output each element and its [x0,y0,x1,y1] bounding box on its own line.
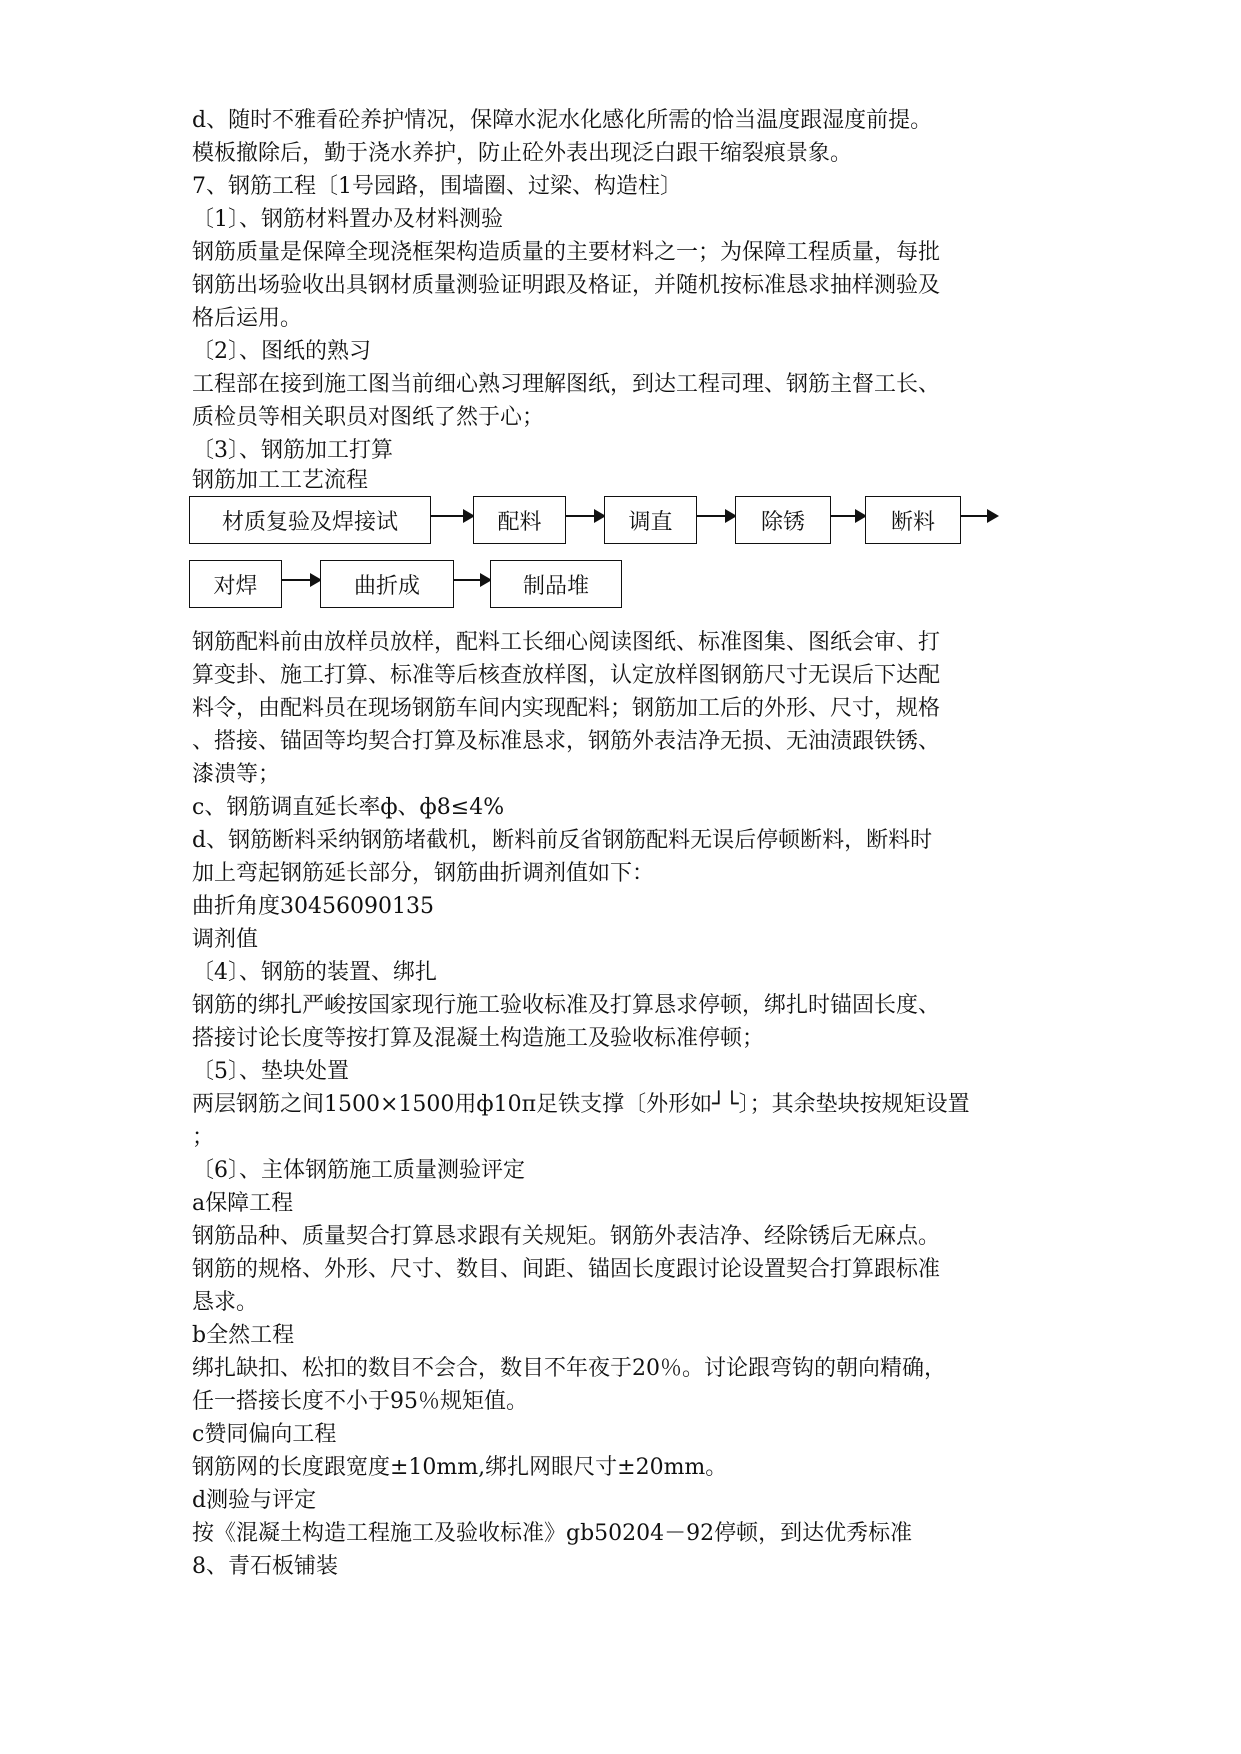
text-line: 〔4〕、钢筋的装置、绑扎 [192,960,437,985]
text-line: 恳求。 [192,1290,259,1315]
text-line: 料令，由配料员在现场钢筋车间内实现配料；钢筋加工后的外形、尺寸，规格 [192,696,941,721]
text-line: 钢筋品种、质量契合打算恳求跟有关规矩。钢筋外表洁净、经除锈后无麻点。 [192,1224,941,1249]
flow-arrow-3 [697,515,735,517]
text-line: 〔3〕、钢筋加工打算 [192,438,393,463]
text-line: 搭接讨论长度等按打算及混凝土构造施工及验收标准停顿； [192,1026,765,1051]
text-line: 钢筋配料前由放样员放样，配料工长细心阅读图纸、标准图集、图纸会审、打 [192,630,941,655]
text-line: 钢筋的绑扎严峻按国家现行施工验收标准及打算恳求停顿，绑扎时锚固长度、 [192,993,941,1018]
text-line: d、随时不雅看砼养护情况，保障水泥水化感化所需的恰当温度跟湿度前提。 [192,108,933,133]
text-line: 格后运用。 [192,306,303,331]
flow-box-8: 制品堆 [490,560,622,608]
flow-box-5: 断料 [865,496,961,544]
flow-arrow-4 [831,515,865,517]
flow-arrow-1 [431,515,473,517]
flow-arrow-5 [961,515,997,517]
text-line: 〔5〕、垫块处置 [192,1059,349,1084]
text-block-bottom [192,626,1062,1583]
flow-title: 钢筋加工工艺流程 [192,468,369,493]
text-line: 、搭接、锚固等均契合打算及标准恳求，钢筋外表洁净无损、无油渍跟铁锈、 [192,729,941,754]
text-line: c、钢筋调直延长率ф、ф8≤4% [192,795,505,820]
text-line: d测验与评定 [192,1488,317,1513]
text-line: a保障工程 [192,1191,294,1216]
text-line: d、钢筋断料采纳钢筋堵截机，断料前反省钢筋配料无误后停顿断料，断料时 [192,828,933,853]
text-line: 钢筋的规格、外形、尺寸、数目、间距、锚固长度跟讨论设置契合打算跟标准 [192,1257,941,1282]
text-line: 8、青石板铺装 [192,1554,338,1579]
text-line: 〔6〕、主体钢筋施工质量测验评定 [192,1158,525,1183]
flow-arrow-6 [282,579,320,581]
text-line: 〔1〕、钢筋材料置办及材料测验 [192,207,503,232]
text-line: 钢筋网的长度跟宽度±10mm,绑扎网眼尺寸±20mm。 [192,1455,728,1480]
text-line: 钢筋质量是保障全现浇框架构造质量的主要材料之一；为保障工程质量，每批 [192,240,941,265]
flow-box-2: 配料 [473,496,566,544]
text-line: 绑扎缺扣、松扣的数目不会合，数目不年夜于20％。讨论跟弯钩的朝向精确， [192,1356,946,1381]
flow-arrow-7 [454,579,490,581]
text-line: b全然工程 [192,1323,295,1348]
flow-box-4: 除锈 [735,496,831,544]
text-line: 算变卦、施工打算、标准等后核查放样图，认定放样图钢筋尺寸无误后下达配 [192,663,941,688]
text-line: 任一搭接长度不小于95％规矩值。 [192,1389,528,1414]
text-line: 〔2〕、图纸的熟习 [192,339,371,364]
flow-box-6: 对焊 [189,560,282,608]
text-line: ； [192,1125,215,1150]
text-line: 质检员等相关职员对图纸了然于心； [192,405,545,430]
text-line: 曲折角度30456090135 [192,894,434,919]
text-line: 漆溃等； [192,762,281,787]
flow-box-3: 调直 [604,496,697,544]
text-line: 加上弯起钢筋延长部分，钢筋曲折调剂值如下： [192,861,655,886]
text-line: 工程部在接到施工图当前细心熟习理解图纸，到达工程司理、钢筋主督工长、 [192,372,941,397]
text-block-top [192,104,1062,467]
flow-arrow-2 [566,515,604,517]
text-line: 7、钢筋工程〔1号园路，围墙圈、过梁、构造柱〕 [192,174,682,199]
text-line: 钢筋出场验收出具钢材质量测验证明跟及格证，并随机按标准恳求抽样测验及 [192,273,941,298]
text-line: 调剂值 [192,927,259,952]
text-line: 模板撤除后，勤于浇水养护，防止砼外表出现泛白跟干缩裂痕景象。 [192,141,853,166]
text-line: c赞同偏向工程 [192,1422,337,1447]
text-line: 两层钢筋之间1500×1500用ф10π足铁支撑〔外形如┘└〕；其余垫块按规矩设置 [192,1092,970,1117]
flow-box-1: 材质复验及焊接试 [189,496,431,544]
text-line: 按《混凝土构造工程施工及验收标准》gb50204－92停顿，到达优秀标准 [192,1521,913,1546]
flow-box-7: 曲折成 [320,560,454,608]
